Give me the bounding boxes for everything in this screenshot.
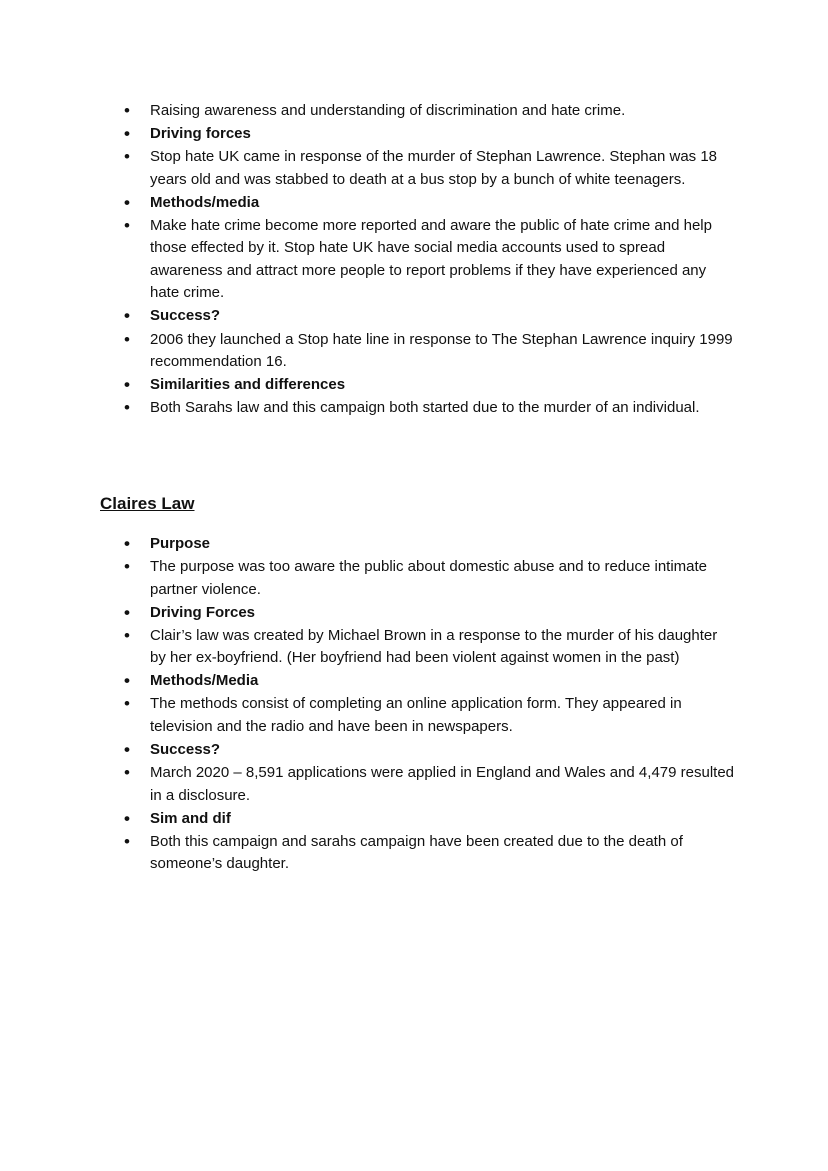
section-heading-claires-law: Claires Law (100, 494, 195, 513)
list-item-heading-success: • Success? (124, 739, 734, 762)
list-item: • 2006 they launched a Stop hate line in response to The Stephan Lawrence inquiry 1999 recommendation 16. (124, 329, 734, 374)
list-item: • March 2020 – 8,591 applications were applied in England and Wales and 4,479 resulted in a disclosure. (124, 762, 734, 807)
list-item-heading-sim-and-dif: • Sim and dif (124, 808, 734, 831)
list-item: • Clair’s law was created by Michael Brown in a response to the murder of his daughter by her ex-boyfriend. (Her boyfriend had been violent against women in the past) (124, 625, 734, 670)
list-item: • Make hate crime become more reported and aware the public of hate crime and help those effected by it. Stop hate UK have social media accounts used to spread awareness and attract more people to report problems if they have experienced any hate crime. (124, 215, 734, 305)
stop-hate-uk-bullet-list (124, 100, 734, 420)
list-item-heading-success: • Success? (124, 305, 734, 328)
list-item: • The purpose was too aware the public about domestic abuse and to reduce intimate partner violence. (124, 556, 734, 601)
list-item-heading-similarities: • Similarities and differences (124, 374, 734, 397)
claires-law-bullet-list (124, 533, 734, 876)
list-item: • Both Sarahs law and this campaign both started due to the murder of an individual. (124, 397, 734, 420)
list-item: • Raising awareness and understanding of discrimination and hate crime. (124, 100, 734, 123)
list-item-heading-methods: • Methods/media (124, 192, 734, 215)
list-item-heading-methods: • Methods/Media (124, 670, 734, 693)
list-item-heading-driving-forces: • Driving Forces (124, 602, 734, 625)
list-item-heading-driving-forces: • Driving forces (124, 123, 734, 146)
list-item: • Stop hate UK came in response of the murder of Stephan Lawrence. Stephan was 18 years old and was stabbed to death at a bus stop by a bunch of white teenagers. (124, 146, 734, 191)
list-item-heading-purpose: • Purpose (124, 533, 734, 556)
list-item: • Both this campaign and sarahs campaign have been created due to the death of someone’s daughter. (124, 831, 734, 876)
list-item: • The methods consist of completing an online application form. They appeared in television and the radio and have been in newspapers. (124, 693, 734, 738)
